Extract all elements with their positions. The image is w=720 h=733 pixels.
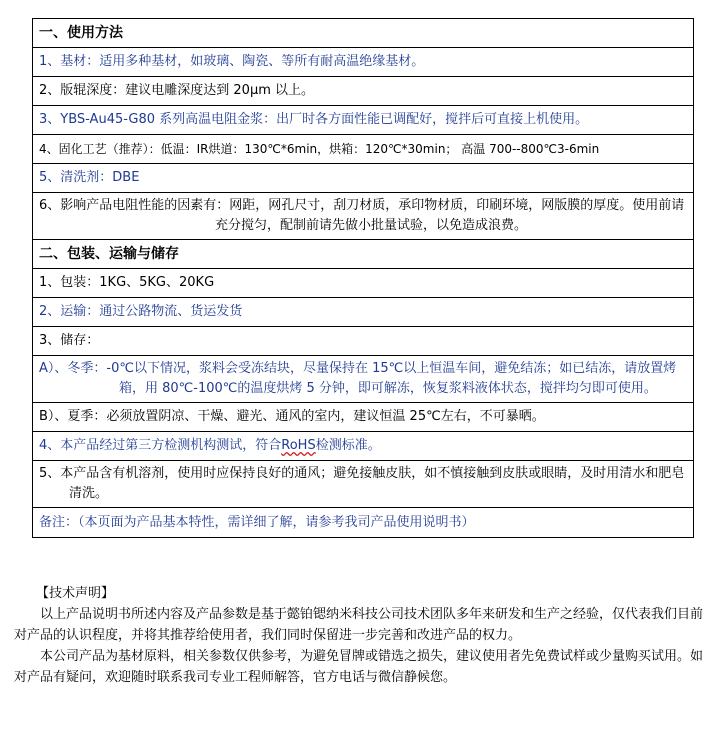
storage-item: 3、储存： bbox=[33, 327, 693, 356]
packaging-item: 1、包装：1KG、5KG、20KG bbox=[33, 269, 693, 298]
safety-item: 5、本产品含有机溶剂，使用时应保持良好的通风；避免接触皮肤，如不慎接触到皮肤或眼睛，及时用清水和肥皂清洗。 bbox=[33, 461, 693, 508]
storage-winter: A）、冬季：-0℃以下情况，浆料会受冻结块，尽量保持在 15℃以上恒温车间，避免结冻；如已结冻，请放置烤箱，用 80℃-100℃的温度烘烤 5 分钟，即可解冻，恢复浆料液体状态，搅拌均匀即可使用。 bbox=[33, 356, 693, 403]
declaration-paragraph-1: 以上产品说明书所述内容及产品参数是基于懿铂锶纳米科技公司技术团队多年来研发和生产之经验，仅代表我们目前对产品的认识程度，并将其推荐给使用者，我们同时保留进一步完善和改进产品的权力。 bbox=[14, 607, 704, 643]
rohs-label: RoHS bbox=[281, 438, 316, 453]
usage-item-paste-series: 3、YBS-Au45-G80 系列高温电阻金浆：出厂时各方面性能已调配好，搅拌后可直接上机使用。 bbox=[33, 106, 693, 135]
technical-declaration bbox=[14, 583, 708, 688]
section-heading-packaging: 二、包装、运输与储存 bbox=[33, 240, 693, 269]
rohs-item bbox=[33, 432, 693, 461]
usage-item-roller-depth: 2、版辊深度：建议电雕深度达到 20μm 以上。 bbox=[33, 77, 693, 106]
transport-item: 2、运输：通过公路物流、货运发货 bbox=[33, 298, 693, 327]
usage-item-cleaner: 5、清洗剂：DBE bbox=[33, 164, 693, 193]
section-heading-usage: 一、使用方法 bbox=[33, 19, 693, 48]
storage-summer: B）、夏季：必须放置阴凉、干燥、避光、通风的室内，建议恒温 25℃左右，不可暴晒。 bbox=[33, 403, 693, 432]
rohs-item-prefix: 4、本产品经过第三方检测机构测试，符合 bbox=[39, 438, 282, 453]
declaration-paragraph-2: 本公司产品为基材原料，相关参数仅供参考，为避免冒牌或错选之损失，建议使用者先免费试样或少量购买试用。如对产品有疑问，欢迎随时联系我司专业工程师解答，官方电话与微信静候您。 bbox=[14, 649, 704, 685]
spec-table bbox=[32, 18, 694, 538]
usage-item-substrate: 1、基材：适用多种基材，如玻璃、陶瓷、等所有耐高温绝缘基材。 bbox=[33, 48, 693, 77]
declaration-title: 【技术声明】 bbox=[36, 586, 115, 601]
rohs-item-suffix: 检测标准。 bbox=[315, 438, 381, 453]
usage-item-factors: 6、影响产品电阻性能的因素有：网距，网孔尺寸，刮刀材质，承印物材质，印刷环境，网版膜的厚度。使用前请充分搅匀，配制前请先做小批量试验，以免造成浪费。 bbox=[33, 193, 693, 240]
usage-item-curing: 4、固化工艺（推荐）：低温：IR烘道：130℃*6min，烘箱：120℃*30min； 高温 700--800℃3-6min bbox=[33, 135, 693, 164]
note-row: 备注：（本页面为产品基本特性，需详细了解，请参考我司产品使用说明书） bbox=[39, 514, 475, 530]
